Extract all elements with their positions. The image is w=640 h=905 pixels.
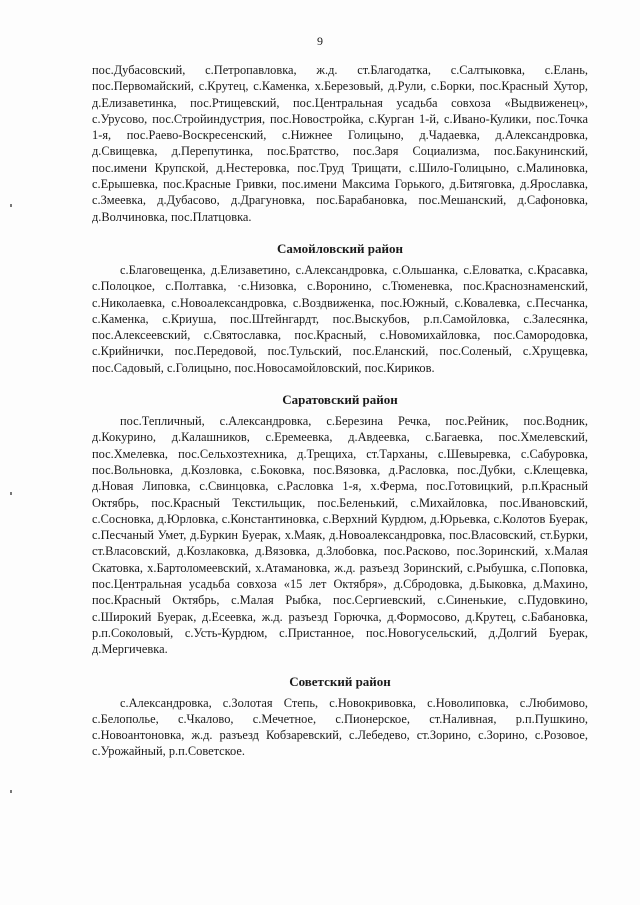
section-sovetsky	[92, 674, 588, 760]
margin-mark	[10, 204, 12, 207]
section-text: пос.Тепличный, с.Александровка, с.Березина Речка, пос.Рейник, пос.Водник, д.Кокурино, д.Калашников, с.Еремеевка, д.Авдеевка, с.Багаевка, пос.Хмелевский, пос.Хмелевка, пос.Сельхозтехника, д.Трещиха, ст.Тарханы, с.Шевыревка, с.Сабуровка, пос.Вольновка, д.Козловка, с.Боковка, пос.Вязовка, д.Расловка, пос.Дубки, с.Клещевка, д.Новая Липовка, с.Свинцовка, с.Расловка 1-я, х.Ферма, пос.Готовицкий, р.п.Красный Октябрь, пос.Красный Текстильщик, пос.Беленький, с.Михайловка, пос.Ивановский, с.Сосновка, д.Юрловка, с.Константиновка, с.Верхний Курдюм, д.Юрьевка, с.Колотов Буерак, с.Песчаный Умет, д.Буркин Буерак, х.Маяк, д.Новоалександровка, пос.Власовский, ст.Бурки, ст.Власовский, д.Козлаковка, д.Вязовка, д.Злобовка, пос.Расково, пос.Зоринский, х.Малая Скатовка, х.Бартоломеевский, х.Атамановка, ж.д. разъезд Зоринский, с.Рыбушка, с.Поповка, пос.Центральная усадьба совхоза «15 лет Октября», д.Сбродовка, д.Быковка, д.Махино, пос.Красный Октябрь, с.Малая Рыбка, пос.Сергиевский, с.Синенькие, с.Пудовкино, с.Широкий Буерак, д.Есеевка, ж.д. разъезд Горючка, д.Формосово, д.Крутец, с.Бабановка, р.п.Соколовый, с.Усть-Курдюм, с.Пристанное, пос.Новогусельский, д.Долгий Буерак, д.Мергичевка.	[92, 414, 588, 657]
section-saratovsky	[92, 392, 588, 657]
document-body	[92, 62, 588, 760]
intro-paragraph: пос.Дубасовский, с.Петропавловка, ж.д. ст.Благодатка, с.Салтыковка, с.Елань, пос.Первомайский, с.Крутец, с.Каменка, х.Березовый, д.Рули, с.Борки, пос.Красный Хутор, д.Елизаветинка, пос.Ртищевский, пос.Центральная усадьба совхоза «Выдвиженец», с.Урусово, пос.Стройиндустрия, пос.Новостройка, с.Курган 1-й, с.Ивано-Кулики, пос.Точка 1-я, пос.Раево-Воскресенский, с.Нижнее Голицыно, д.Чадаевка, д.Александровка, д.Свищевка, д.Перепутинка, пос.Братство, пос.Заря Социализма, пос.Бакунинский, пос.имени Крупской, д.Нестеровка, пос.Труд Трищати, с.Шило-Голицыно, с.Малиновка, с.Ерышевка, пос.Красные Гривки, пос.имени Максима Горького, д.Битяговка, д.Ярославка, с.Змеевка, д.Дубасово, д.Драгуновка, пос.Барабановка, пос.Мешанский, д.Сафоновка, д.Волчиновка, пос.Платцовка.	[92, 63, 588, 224]
section-text: с.Александровка, с.Золотая Степь, с.Новокривовка, с.Новолиповка, с.Любимово, с.Белополье, с.Чкалово, с.Мечетное, с.Пионерское, ст.Наливная, р.п.Пушкино, с.Новоантоновка, ж.д. разъезд Кобзаревский, с.Лебедево, ст.Зорино, с.Зорино, с.Розовое, с.Урожайный, р.п.Советское.	[92, 695, 588, 759]
section-samoylovsky	[92, 241, 588, 376]
section-title: Саратовский район	[282, 392, 398, 408]
margin-mark	[10, 790, 12, 793]
section-title: Самойловский район	[277, 240, 403, 256]
margin-mark	[10, 492, 12, 495]
page-number: 9	[317, 34, 323, 48]
section-title: Советский район	[289, 673, 391, 689]
section-text: с.Благовещенка, д.Елизаветино, с.Александровка, с.Ольшанка, с.Еловатка, с.Красавка, с.Полоцкое, с.Полтавка, ·с.Низовка, с.Воронино, с.Тюменевка, пос.Краснознаменский, с.Николаевка, с.Новоалександровка, с.Воздвиженка, пос.Южный, с.Ковалевка, с.Песчанка, с.Каменка, с.Криуша, пос.Штейнгардт, пос.Выскубов, р.п.Самойловка, с.Залесянка, пос.Алексеевский, с.Святославка, пос.Красный, с.Новомихайловка, пос.Самородовка, с.Крийнички, пос.Передовой, пос.Тульский, пос.Еланский, пос.Соленый, с.Хрущевка, пос.Садовый, с.Голицыно, пос.Новосамойловский, пос.Кириков.	[92, 262, 588, 375]
